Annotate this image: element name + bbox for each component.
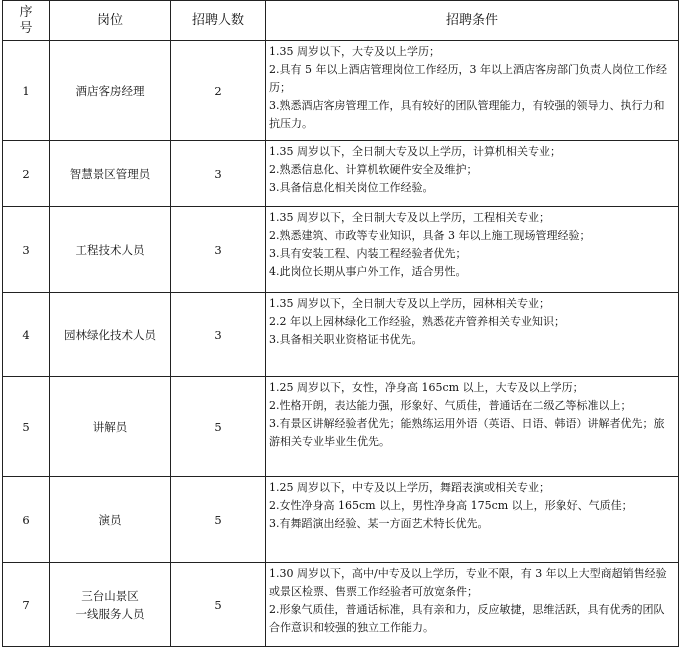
row-requirements [266,207,679,293]
position-line: 三台山景区 [81,588,139,603]
row-count: 3 [171,207,266,293]
row-count: 5 [171,563,266,647]
row-requirements [266,377,679,477]
requirement-item: 3.具有安装工程、内装工程经验者优先； [269,247,467,260]
row-number: 6 [3,477,50,563]
table-row [3,477,679,563]
position-line: 讲解员 [92,419,128,434]
requirement-item: 3.具备信息化相关岗位工作经验。 [269,181,434,194]
requirement-item: 2.形象气质佳，普通话标准，具有亲和力，反应敏捷，思维活跃，具有优秀的团队合作意识和较强的独立工作能力。 [269,603,665,634]
requirement-item: 3.具备相关职业资格证书优先。 [269,333,423,346]
row-position [50,293,171,377]
requirement-item: 1.25 周岁以下，女性，净身高 165cm 以上，大专及以上学历； [269,381,584,394]
row-count: 2 [171,41,266,141]
table-row [3,41,679,141]
header-position: 岗位 [50,1,171,41]
row-requirements [266,41,679,141]
requirement-item: 3.熟悉酒店客房管理工作，具有较好的团队管理能力，有较强的领导力、执行力和抗压力。 [269,99,665,130]
row-count: 3 [171,141,266,207]
requirement-item: 1.35 周岁以下，大专及以上学历； [269,45,440,58]
table-row [3,377,679,477]
position-line: 工程技术人员 [75,242,145,257]
row-position [50,477,171,563]
requirement-item: 1.35 周岁以下，全日制大专及以上学历，园林相关专业； [269,297,550,310]
row-number: 3 [3,207,50,293]
table-row [3,563,679,647]
requirement-item: 2.熟悉建筑、市政等专业知识，具备 3 年以上施工现场管理经验； [269,229,591,242]
row-number: 2 [3,141,50,207]
position-line: 园林绿化技术人员 [64,327,156,342]
row-position [50,563,171,647]
requirement-item: 3.有景区讲解经验者优先；能熟练运用外语（英语、日语、韩语）讲解者优先；旅游相关专业毕业生优先。 [269,417,665,448]
row-position [50,377,171,477]
header-seq-line2: 号 [19,20,33,36]
recruitment-table [2,0,679,647]
requirement-item: 4.此岗位长期从事户外工作，适合男性。 [269,265,467,278]
row-number: 4 [3,293,50,377]
row-requirements [266,141,679,207]
row-position [50,41,171,141]
row-number: 5 [3,377,50,477]
position-line: 演员 [98,512,122,527]
header-requirements: 招聘条件 [266,1,679,41]
requirement-item: 2.熟悉信息化、计算机软硬件安全及维护； [269,163,478,176]
row-count: 5 [171,377,266,477]
row-count: 5 [171,477,266,563]
row-position [50,141,171,207]
requirement-item: 2.性格开朗，表达能力强，形象好、气质佳，普通话在二级乙等标准以上； [269,399,632,412]
requirement-item: 2.2 年以上园林绿化工作经验，熟悉花卉管养相关专业知识； [269,315,565,328]
requirement-item: 2.女性净身高 165cm 以上，男性净身高 175cm 以上，形象好、气质佳； [269,499,633,512]
requirement-item: 1.35 周岁以下，全日制大专及以上学历，计算机相关专业； [269,145,561,158]
requirement-item: 2.具有 5 年以上酒店管理岗位工作经历，3 年以上酒店客房部门负责人岗位工作经历； [269,63,667,94]
header-row [3,1,679,41]
row-requirements [266,293,679,377]
position-line: 一线服务人员 [75,606,145,621]
row-position [50,207,171,293]
table-row [3,207,679,293]
requirement-item: 1.30 周岁以下，高中/中专及以上学历，专业不限，有 3 年以上大型商超销售经验或景区检票、售票工作经验者可放宽条件； [269,567,667,598]
table-row [3,141,679,207]
requirement-item: 3.有舞蹈演出经验、某一方面艺术特长优先。 [269,517,489,530]
header-seq [3,1,50,41]
position-line: 酒店客房经理 [75,83,145,98]
row-requirements [266,563,679,647]
requirement-item: 1.35 周岁以下，全日制大专及以上学历，工程相关专业； [269,211,550,224]
row-number: 1 [3,41,50,141]
row-number: 7 [3,563,50,647]
position-line: 智慧景区管理员 [69,166,151,181]
table-row [3,293,679,377]
requirement-item: 1.25 周岁以下，中专及以上学历，舞蹈表演或相关专业； [269,481,550,494]
header-count: 招聘人数 [171,1,266,41]
row-requirements [266,477,679,563]
header-seq-line1: 序 [19,4,33,20]
row-count: 3 [171,293,266,377]
